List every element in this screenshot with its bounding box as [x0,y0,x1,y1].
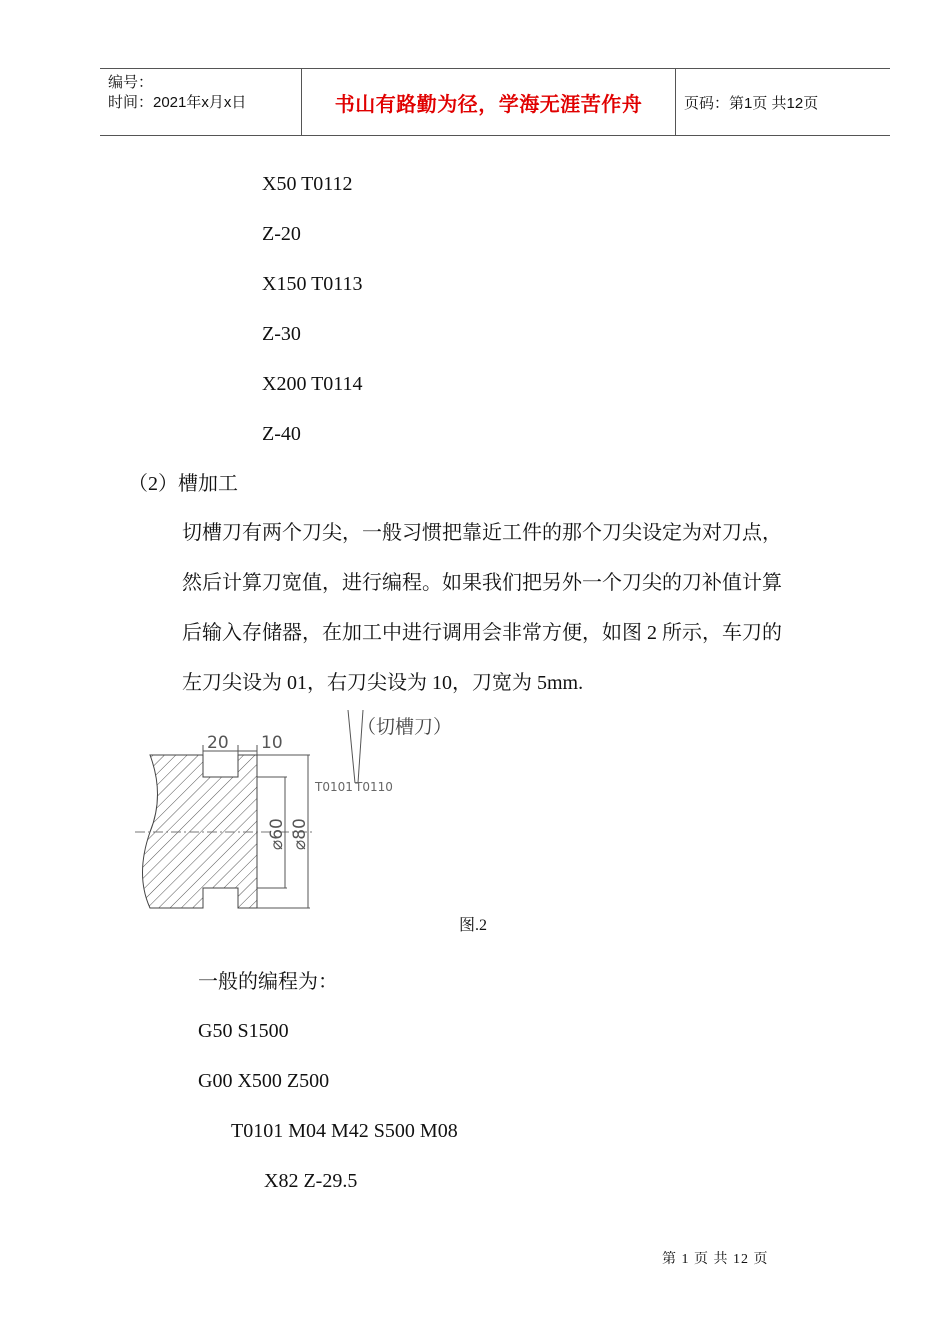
page-footer: 第 1 页 共 12 页 [662,1252,769,1267]
paragraph-line: 左刀尖设为 01，右刀尖设为 10，刀宽为 5mm. [182,672,584,694]
paragraph-line: 后输入存储器，在加工中进行调用会非常方便，如图 2 所示，车刀的 [182,622,782,644]
tool-right-code: T0110 [355,780,393,794]
header-meta [100,69,302,135]
code-line: X82 Z-29.5 [264,1170,358,1192]
time-label: 时间：2021年x月x日 [108,94,247,111]
paragraph-line: 切槽刀有两个刀尖，一般习惯把靠近工件的那个刀尖设定为对刀点， [182,522,782,544]
groove-cutting-diagram [135,705,465,915]
serial-label: 编号： [108,74,154,91]
dia-80-label: ⌀80 [290,818,310,850]
paragraph-line: 然后计算刀宽值，进行编程。如果我们把另外一个刀尖的刀补值计算 [182,572,782,594]
tool-label: （切槽刀） [357,716,453,738]
code-line: Z-20 [262,223,301,245]
programming-intro: 一般的编程为： [198,971,338,993]
code-line: T0101 M04 M42 S500 M08 [231,1120,458,1142]
page-header [100,68,890,136]
code-line: X50 T0112 [262,173,353,195]
code-line: G00 X500 Z500 [198,1070,330,1092]
header-page-info: 页码：第1页 共12页 [684,94,819,112]
header-motto [302,69,676,135]
code-line: X150 T0113 [262,273,363,295]
tool-edge-left [348,710,355,783]
figure-caption: 图.2 [459,917,488,934]
dia-60-label: ⌀60 [267,818,287,850]
section-title: （2）槽加工 [128,473,238,495]
dim-10-label: 10 [261,733,283,753]
dim-20-label: 20 [207,733,229,753]
code-line: G50 S1500 [198,1020,289,1042]
code-line: X200 T0114 [262,373,363,395]
tool-left-code: T0101 [315,780,353,794]
code-line: Z-30 [262,323,301,345]
motto-text: 书山有路勤为径，学海无涯苦作舟 [334,91,643,116]
code-line: Z-40 [262,423,301,445]
